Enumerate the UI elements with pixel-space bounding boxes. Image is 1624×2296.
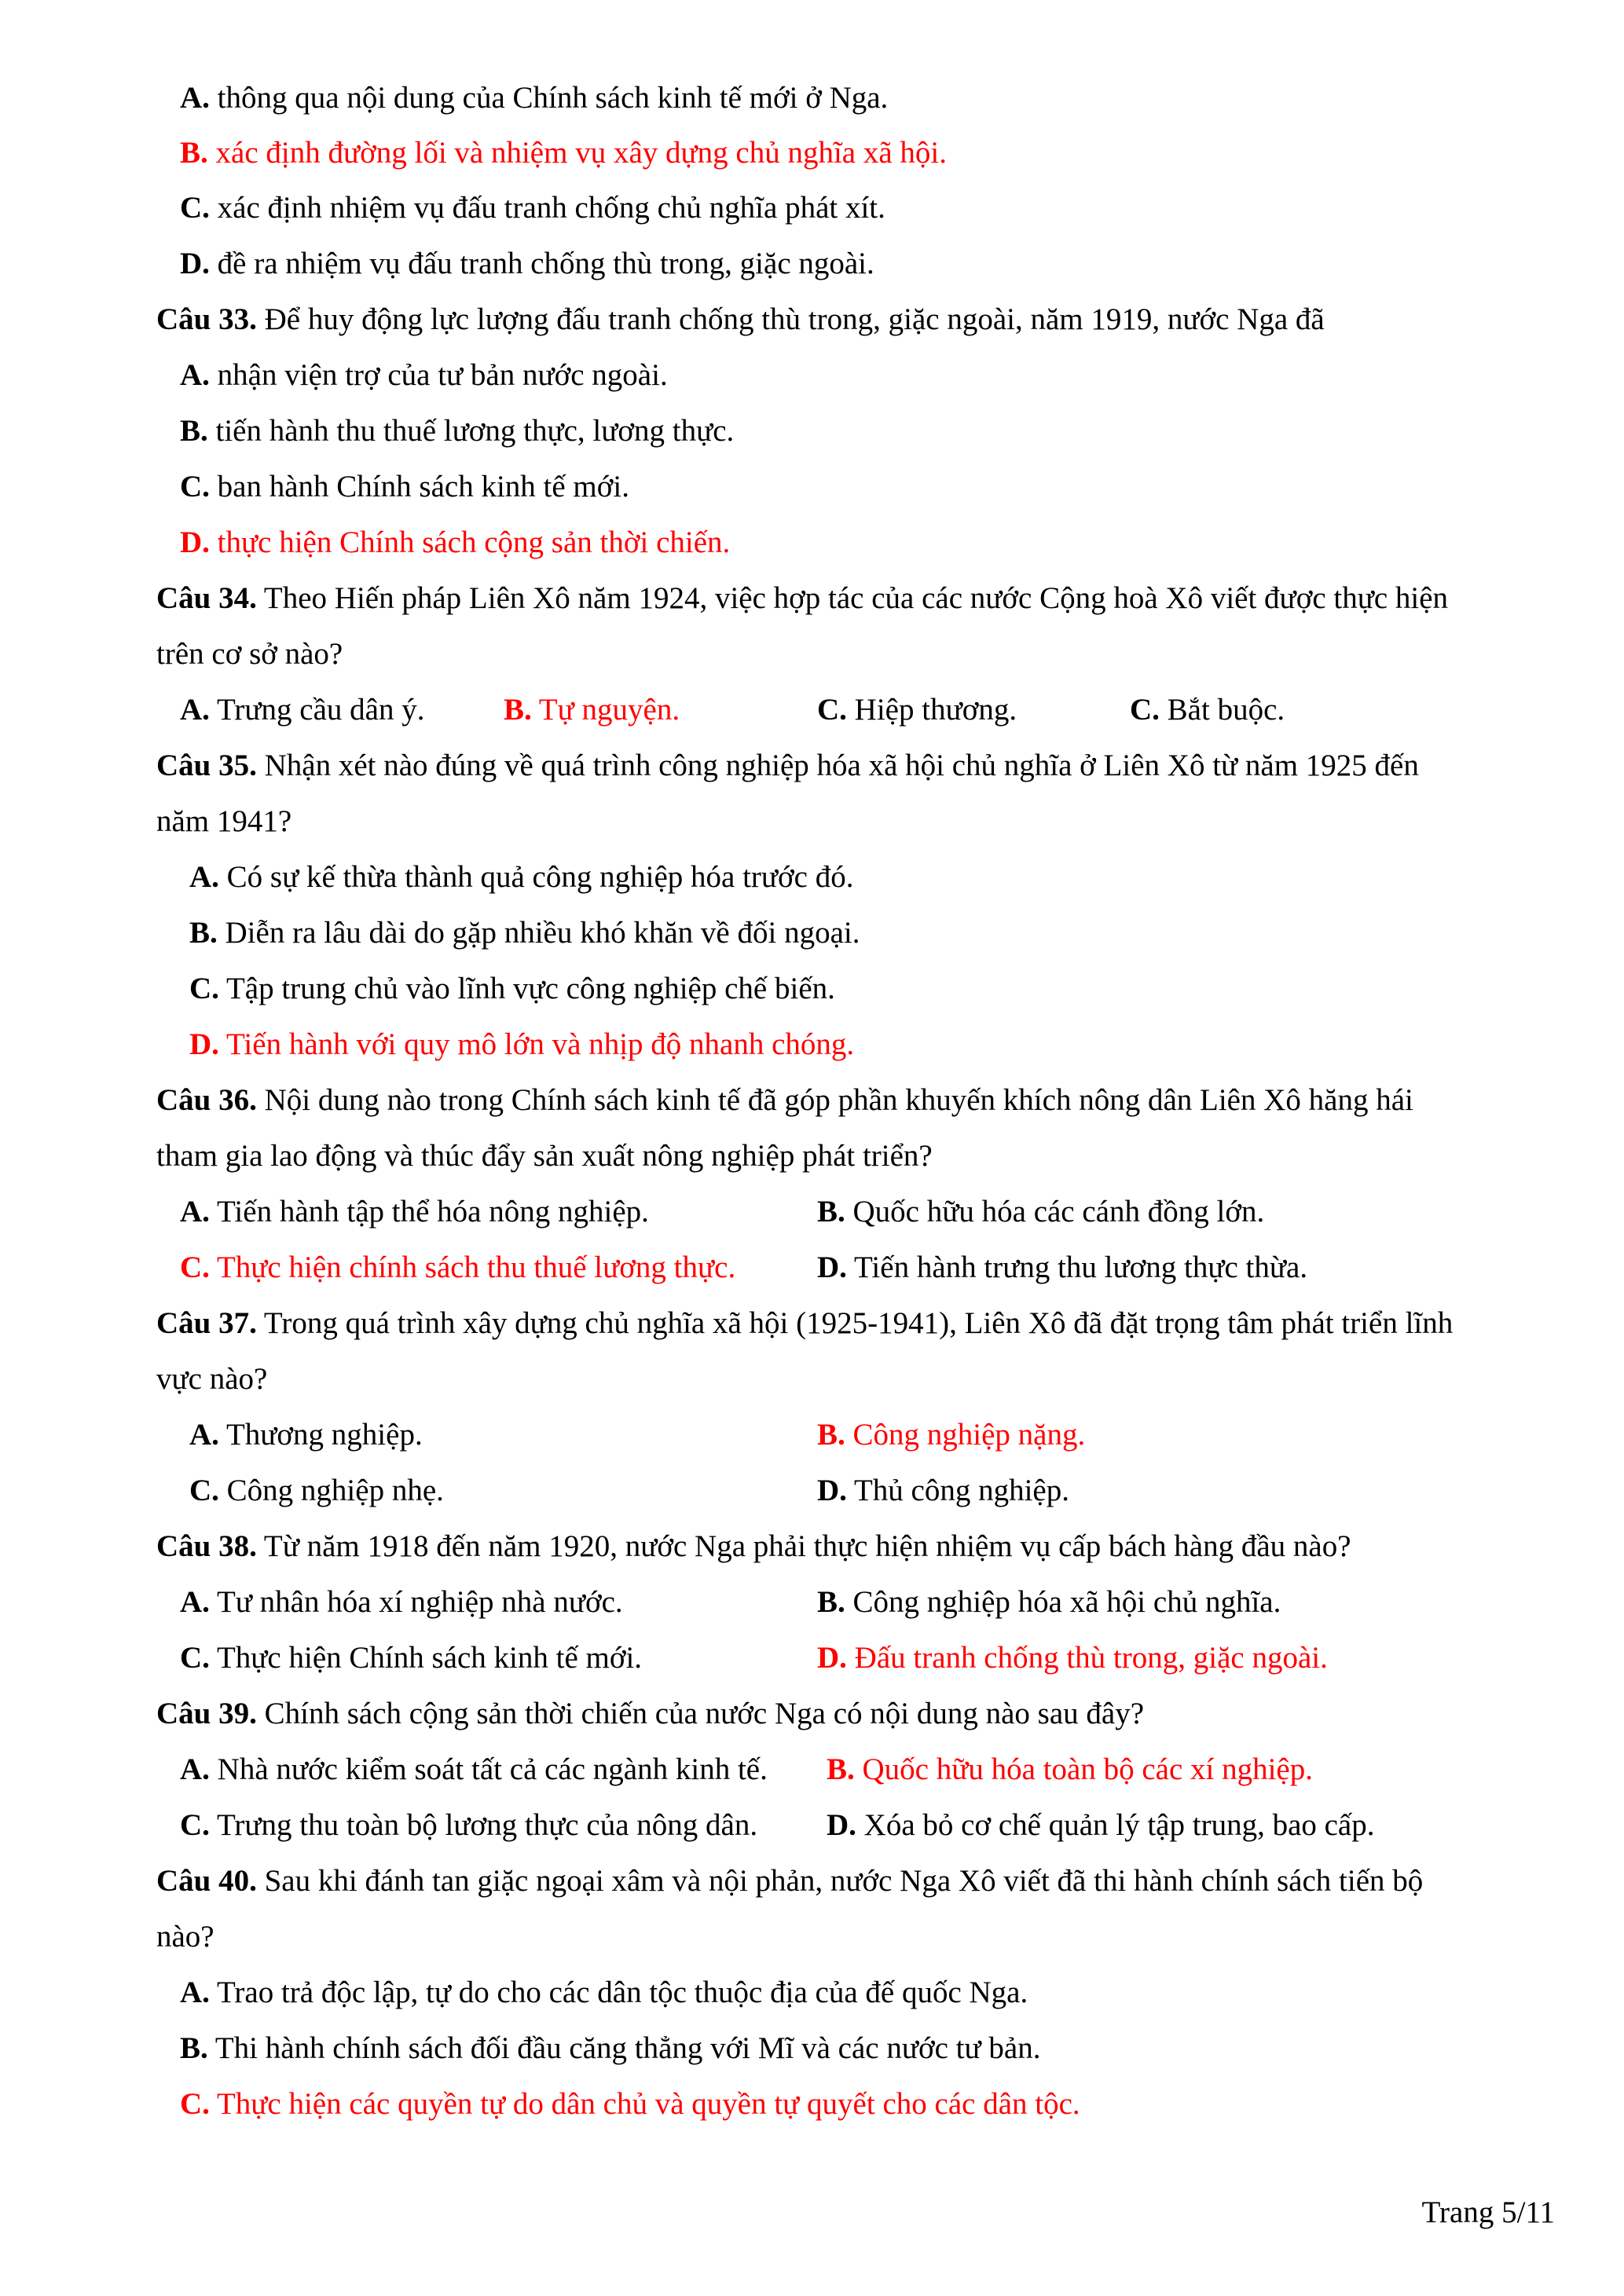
question-36 [156,1082,1413,1119]
option-c [189,970,835,1008]
question-37-cont: vực nào? [156,1362,268,1396]
question-number: Câu 36. [156,1083,257,1117]
option-b-answer [827,1751,1313,1789]
option-text: tiến hành thu thuế lương thực, lương thực. [215,414,735,448]
page-number: Trang 5/11 [1421,2195,1555,2229]
option-a [189,859,853,896]
option-a [180,691,424,729]
option-text: Tiến hành trưng thu lương thực thừa. [853,1251,1308,1284]
option-label: D. [189,1027,219,1061]
question-number: Câu 37. [156,1306,257,1340]
option-label: C. [180,2087,210,2121]
option-label: A. [189,860,219,894]
option-b-answer [817,1416,1085,1454]
option-text: Tư nhân hóa xí nghiệp nhà nước. [216,1585,623,1619]
option-label: A. [180,1585,210,1619]
option-label: C. [180,1808,210,1842]
option-text: thực hiện Chính sách cộng sản thời chiến. [217,525,731,559]
option-b [180,412,734,450]
option-text: Công nghiệp nặng. [852,1418,1086,1452]
option-d [827,1807,1375,1844]
option-text: Quốc hữu hóa toàn bộ các xí nghiệp. [862,1752,1313,1786]
option-text: Công nghiệp nhẹ. [226,1474,444,1507]
option-c [180,1639,642,1677]
question-number: Câu 35. [156,749,257,782]
option-text: Thực hiện các quyền tự do dân chủ và quyền tự quyết cho các dân tộc. [216,2087,1080,2121]
option-label: C. [817,693,847,727]
option-label: C. [180,1251,210,1284]
option-text: xác định đường lối và nhiệm vụ xây dựng chủ nghĩa xã hội. [215,136,947,170]
option-label: B. [180,2031,208,2065]
option-d [817,1472,1069,1510]
option-label: A. [189,1418,219,1452]
option-d [180,245,874,283]
question-number: Câu 33. [156,302,257,336]
option-text: Thực hiện chính sách thu thuế lương thực. [216,1251,736,1284]
option-label: B. [817,1585,845,1619]
option-b [189,914,860,952]
option-label: B. [827,1752,855,1786]
option-text: thông qua nội dung của Chính sách kinh tế mới ở Nga. [217,81,889,115]
option-text: Trao trả độc lập, tự do cho các dân tộc thuộc địa của đế quốc Nga. [216,1976,1028,2009]
option-text: đề ra nhiệm vụ đấu tranh chống thù trong, giặc ngoài. [217,247,874,280]
option-text: Thương nghiệp. [225,1418,423,1452]
option-text: Tiến hành với quy mô lớn và nhịp độ nhanh chóng. [225,1027,855,1061]
option-text: Trưng cầu dân ý. [216,693,425,727]
option-a [180,1584,623,1621]
question-text: Chính sách cộng sản thời chiến của nước Nga có nội dung nào sau đây? [264,1697,1145,1730]
option-a [180,79,888,117]
question-text: Nội dung nào trong Chính sách kinh tế đã góp phần khuyến khích nông dân Liên Xô hăng hái [264,1083,1413,1117]
option-label: C. [180,470,210,504]
option-text: Tự nguyện. [538,693,680,727]
option-d [817,1249,1307,1287]
option-text: Thi hành chính sách đối đầu căng thẳng với Mĩ và các nước tư bản. [214,2031,1041,2065]
option-label: B. [189,916,218,950]
option-a [189,1416,423,1454]
option-text: Tiến hành tập thể hóa nông nghiệp. [216,1195,649,1229]
option-a [180,357,668,394]
option-text: Quốc hữu hóa các cánh đồng lớn. [852,1195,1265,1229]
option-text: nhận viện trợ của tư bản nước ngoài. [217,358,668,392]
option-a [180,1974,1028,2012]
option-label: B. [817,1418,845,1452]
question-number: Câu 34. [156,581,257,615]
question-40-cont: nào? [156,1920,214,1954]
option-text: xác định nhiệm vụ đấu tranh chống chủ nghĩa phát xít. [217,191,885,225]
option-d-answer [817,1639,1328,1677]
option-label: B. [180,414,208,448]
question-36-cont: tham gia lao động và thúc đẩy sản xuất nông nghiệp phát triển? [156,1139,933,1173]
option-b-answer [504,691,680,729]
question-number: Câu 40. [156,1864,257,1898]
option-label: B. [504,693,532,727]
option-label: C. [189,972,219,1005]
option-label: C. [1130,693,1160,727]
option-label: D. [180,247,210,280]
question-38 [156,1528,1351,1565]
option-d [1130,691,1285,729]
option-label: A. [180,693,210,727]
option-text: Nhà nước kiểm soát tất cả các ngành kinh tế. [217,1752,768,1786]
question-text: Trong quá trình xây dựng chủ nghĩa xã hội (1925-1941), Liên Xô đã đặt trọng tâm phát triển lĩnh [263,1306,1454,1340]
option-label: A. [180,1752,210,1786]
question-number: Câu 39. [156,1697,257,1730]
option-text: Thực hiện Chính sách kinh tế mới. [216,1641,643,1675]
option-label: D. [827,1808,856,1842]
option-b [180,2030,1040,2067]
option-b [817,1584,1281,1621]
option-c [189,1472,444,1510]
question-34 [156,580,1448,617]
option-label: A. [180,1976,210,2009]
question-34-cont: trên cơ sở nào? [156,637,343,671]
option-label: C. [189,1474,219,1507]
option-text: Công nghiệp hóa xã hội chủ nghĩa. [852,1585,1281,1619]
option-label: A. [180,1195,210,1229]
option-text: Diễn ra lâu dài do gặp nhiều khó khăn về đối ngoại. [225,916,860,950]
option-d-answer [189,1026,854,1064]
option-text: Bắt buộc. [1167,693,1285,727]
option-label: B. [180,136,208,170]
option-label: A. [180,81,210,115]
option-c-answer [180,2085,1080,2123]
question-35 [156,747,1419,785]
question-text: Nhận xét nào đúng về quá trình công nghiệp hóa xã hội chủ nghĩa ở Liên Xô từ năm 1925 đến [264,749,1419,782]
option-label: D. [817,1251,847,1284]
question-39 [156,1695,1144,1733]
option-d-answer [180,524,730,562]
question-40 [156,1862,1423,1900]
question-35-cont: năm 1941? [156,804,292,838]
option-b [817,1193,1264,1231]
question-text: Từ năm 1918 đến năm 1920, nước Nga phải thực hiện nhiệm vụ cấp bách hàng đầu nào? [263,1529,1351,1563]
question-number: Câu 38. [156,1529,257,1563]
option-label: D. [817,1474,847,1507]
option-label: A. [180,358,210,392]
question-33 [156,301,1325,339]
option-b-answer [180,134,947,172]
option-text: Đấu tranh chống thù trong, giặc ngoài. [854,1641,1328,1675]
option-text: Xóa bỏ cơ chế quản lý tập trung, bao cấp. [863,1808,1375,1842]
option-text: Hiệp thương. [854,693,1017,727]
option-c-answer [180,1249,735,1287]
question-37 [156,1305,1453,1342]
option-label: D. [817,1641,847,1675]
option-c [180,189,885,227]
option-text: Trưng thu toàn bộ lương thực của nông dân. [216,1808,758,1842]
option-label: B. [817,1195,845,1229]
question-text: Để huy động lực lượng đấu tranh chống thù trong, giặc ngoài, năm 1919, nước Nga đã [264,302,1325,336]
option-a [180,1751,768,1789]
question-text: Theo Hiến pháp Liên Xô năm 1924, việc hợp tác của các nước Cộng hoà Xô viết được thực hiện [263,581,1449,615]
option-label: D. [180,525,210,559]
option-text: Có sự kế thừa thành quả công nghiệp hóa trước đó. [226,860,854,894]
question-text: Sau khi đánh tan giặc ngoại xâm và nội phản, nước Nga Xô viết đã thi hành chính sách tiến bộ [264,1864,1424,1898]
option-c [817,691,1017,729]
option-text: Thủ công nghiệp. [853,1474,1069,1507]
option-label: C. [180,191,210,225]
option-a [180,1193,649,1231]
option-label: C. [180,1641,210,1675]
option-c [180,1807,757,1844]
option-text: ban hành Chính sách kinh tế mới. [217,470,629,504]
option-text: Tập trung chủ vào lĩnh vực công nghiệp chế biến. [225,972,835,1005]
option-c [180,468,629,506]
